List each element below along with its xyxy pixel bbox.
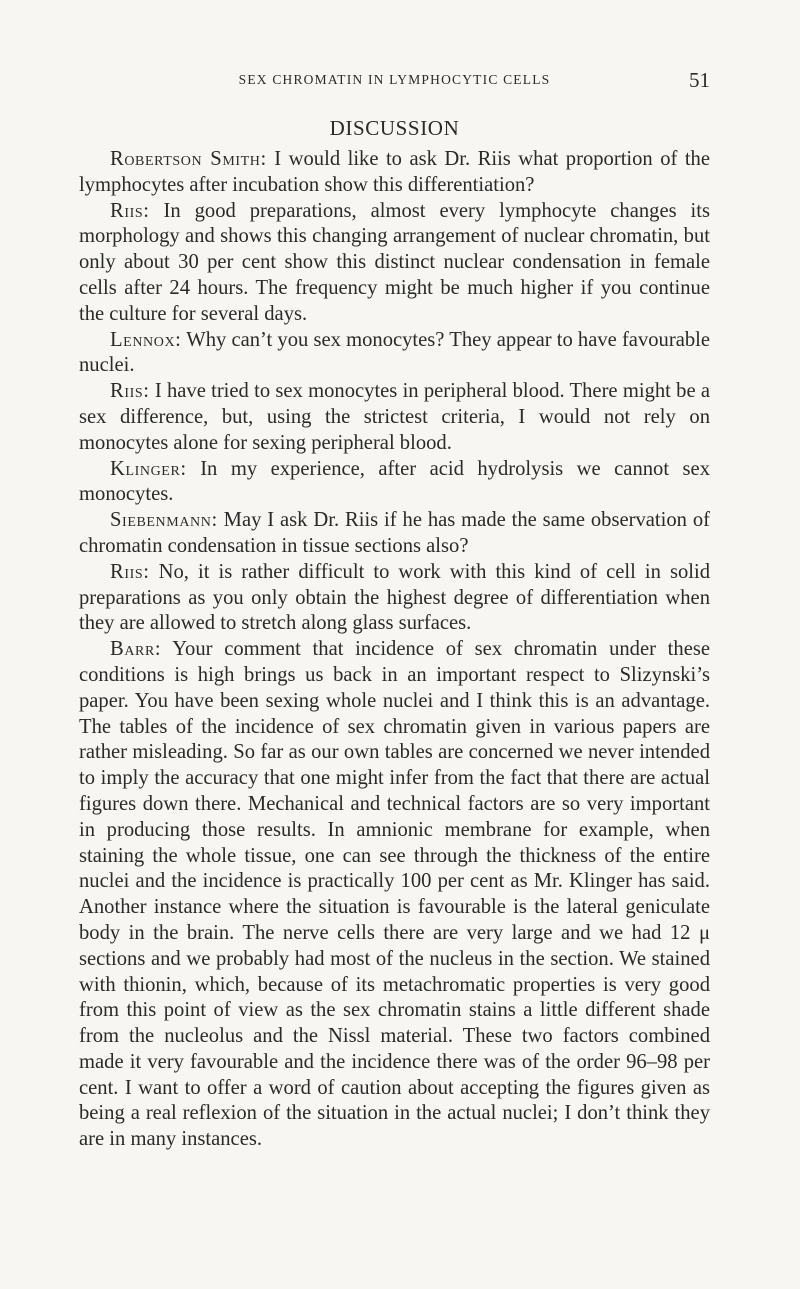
speaker-name: Klinger:	[110, 457, 187, 480]
document-page	[79, 68, 710, 1153]
discussion-entry	[79, 637, 710, 1153]
section-heading: DISCUSSION	[329, 116, 460, 140]
entry-text: May I ask Dr. Riis if he has made the same observation of chromatin condensation in tissue sections also?	[79, 509, 710, 557]
discussion-entry	[79, 328, 710, 380]
entry-text: I have tried to sex monocytes in peripheral blood. There might be a sex difference, but, using the strictest criteria, I would not rely on monocytes alone for sexing peripheral blood.	[79, 380, 710, 454]
speaker-name: Lennox:	[110, 328, 182, 351]
running-head	[79, 68, 710, 100]
discussion-entry	[79, 508, 710, 560]
discussion-entry	[79, 560, 710, 637]
discussion-entry	[79, 199, 710, 328]
entry-text: I would like to ask Dr. Riis what proportion of the lymphocytes after incubation show this differentiation?	[79, 148, 710, 196]
entry-text: No, it is rather difficult to work with this kind of cell in solid preparations as you only obtain the highest degree of differentiation when they are allowed to stretch along glass surfaces.	[79, 560, 710, 635]
speaker-name: Robertson Smith:	[110, 148, 267, 170]
discussion-entry	[79, 379, 710, 456]
speaker-name: Riis:	[110, 380, 150, 403]
discussion-entry	[79, 457, 710, 509]
speaker-name: Riis:	[110, 199, 150, 222]
discussion-entry	[79, 147, 710, 199]
discussion-body	[79, 147, 710, 1153]
entry-text: Why can’t you sex monocytes? They appear to have favourable nuclei.	[79, 328, 710, 377]
speaker-name: Barr:	[110, 638, 162, 661]
page-number: 51	[689, 68, 710, 92]
entry-text: Your comment that incidence of sex chromatin under these conditions is high brings us back in an important respect to Slizynski’s paper. You have been sexing whole nuclei and I think this is an advantage. The tables of the incidence of sex chromatin given in various papers are rather misleading. So far as our own tables are concerned we never intended to imply the accuracy that one might infer from the fact that there are actual figures down there. Mechanical and technical factors are so very important in producing those results. In amnionic membrane for example, when staining the whole tissue, one can see through the thickness of the entire nuclei and the incidence is practically 100 per cent as Mr. Klinger has said. Another instance where the situation is favourable is the lateral geniculate body in the brain. The nerve cells there are very large and we had 12 μ sections and we probably had most of the nucleus in the section. We stained with thionin, which, because of its metachromatic properties is very good from this point of view as the sex chromatin stains a little different shade from the nucleolus and the Nissl material. These two factors combined made it very favourable and the incidence there was of the order 96–98 per cent. I want to offer a word of caution about accepting the figures given as being a real reflexion of the situation in the actual nuclei; I don’t think they are in many instances.	[79, 638, 710, 1151]
speaker-name: Riis:	[110, 560, 150, 583]
running-head-title: SEX CHROMATIN IN LYMPHOCYTIC CELLS	[238, 72, 551, 87]
entry-text: In good preparations, almost every lymphocyte changes its morphology and shows this changing arrangement of nuclear chromatin, but only about 30 per cent show this distinct nuclear condensation in female cells after 24 hours. The frequency might be much higher if you continue the culture for several days.	[79, 199, 710, 325]
entry-text: In my experience, after acid hydrolysis we cannot sex monocytes.	[79, 457, 710, 506]
speaker-name: Siebenmann:	[110, 509, 218, 532]
